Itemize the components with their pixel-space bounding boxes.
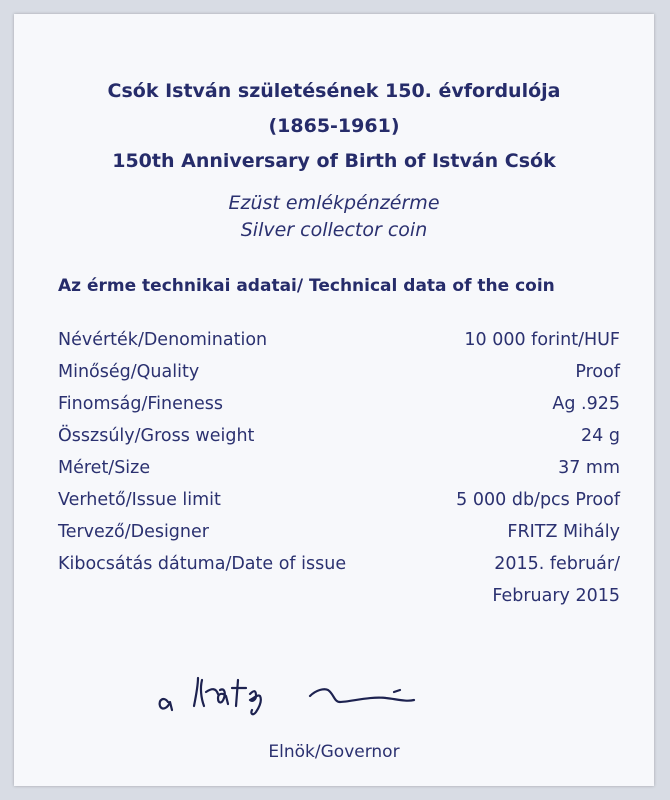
title-english: 150th Anniversary of Birth of István Csók (112, 150, 556, 172)
row-value-line2: February 2015 (492, 586, 620, 606)
row-label: Verhető/Issue limit (58, 490, 221, 510)
row-label: Méret/Size (58, 458, 151, 478)
row-issue-limit (58, 484, 620, 516)
technical-data-table (58, 324, 620, 612)
row-value: FRITZ Mihály (507, 522, 620, 542)
signature-role: Elnök/Governor (268, 742, 400, 762)
row-designer (58, 516, 620, 548)
row-value: 24 g (581, 426, 620, 446)
row-label: Minőség/Quality (58, 362, 200, 382)
row-quality (58, 356, 620, 388)
row-label: Finomság/Fineness (58, 394, 223, 414)
subtitle-hungarian: Ezüst emlékpénzérme (228, 192, 440, 214)
row-fineness (58, 388, 620, 420)
row-value: 10 000 forint/HUF (464, 330, 620, 350)
row-value: Ag .925 (552, 394, 620, 414)
row-label: Névérték/Denomination (58, 330, 268, 350)
section-heading: Az érme technikai adatai/ Technical data of the coin (58, 276, 555, 296)
row-value: 2015. február/ (494, 554, 620, 574)
title-years: (1865-1961) (268, 115, 400, 137)
row-value: 37 mm (558, 458, 620, 478)
title-block (14, 74, 654, 179)
row-denomination (58, 324, 620, 356)
row-size (58, 452, 620, 484)
certificate-card (14, 14, 654, 786)
handwritten-signature-icon (154, 662, 454, 722)
row-label: Kibocsátás dátuma/Date of issue (58, 554, 347, 574)
title-hungarian: Csók István születésének 150. évfordulója (107, 80, 561, 102)
row-gross-weight (58, 420, 620, 452)
subtitle-english: Silver collector coin (240, 219, 428, 241)
row-value: Proof (575, 362, 620, 382)
row-value: 5 000 db/pcs Proof (456, 490, 620, 510)
row-date-of-issue (58, 548, 620, 612)
row-label: Tervező/Designer (58, 522, 209, 542)
row-label: Összsúly/Gross weight (58, 426, 255, 446)
